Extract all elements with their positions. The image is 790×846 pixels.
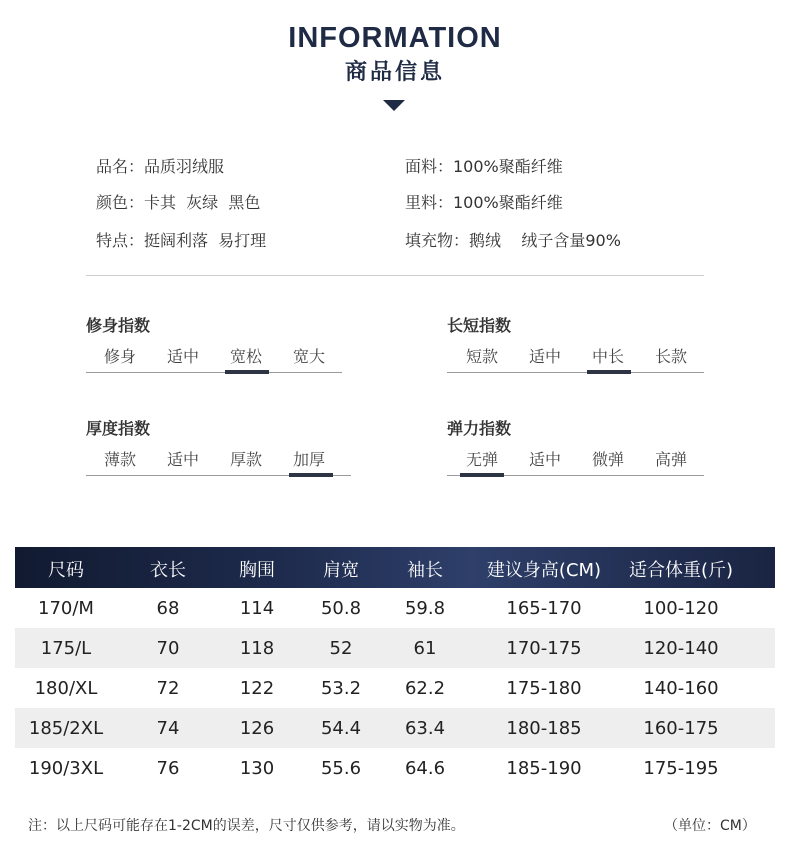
index-scale-line (86, 372, 342, 373)
index-title: 修身指数 (86, 316, 151, 335)
index-title: 厚度指数 (86, 419, 151, 438)
column-header: 衣长 (150, 560, 186, 581)
table-cell: 180/XL (34, 678, 98, 699)
table-cell: 63.4 (404, 718, 446, 739)
table-cell: 62.2 (404, 678, 446, 699)
size-table-header (15, 547, 775, 588)
table-cell: 59.8 (404, 598, 446, 619)
table-cell: 100-120 (643, 598, 719, 619)
table-cell: 53.2 (320, 678, 362, 699)
info-features: 特点：挺阔利落 易打理 (96, 231, 267, 250)
index-option: 中长 (591, 347, 624, 366)
column-header: 尺码 (48, 560, 84, 581)
title-chinese: 商品信息 (344, 60, 445, 85)
measurement-note: 注：以上尺码可能存在1-2CM的误差，尺寸仅供参考，请以实物为准。 (28, 818, 465, 834)
column-header: 胸围 (239, 560, 275, 581)
unit-note: （单位：CM） (664, 818, 756, 834)
table-cell: 180-185 (506, 718, 582, 739)
index-option: 高弹 (654, 450, 687, 469)
table-cell: 130 (239, 758, 275, 779)
index-marker (225, 370, 269, 374)
table-cell: 190/3XL (28, 758, 104, 779)
table-row (15, 748, 775, 788)
index-option: 微弹 (591, 450, 624, 469)
index-option: 加厚 (292, 450, 325, 469)
index-option: 适中 (166, 450, 199, 469)
index-marker (587, 370, 631, 374)
table-cell: 64.6 (404, 758, 446, 779)
index-option: 厚款 (229, 450, 262, 469)
table-cell: 122 (239, 678, 275, 699)
column-header: 肩宽 (323, 560, 359, 581)
table-cell: 55.6 (320, 758, 362, 779)
table-cell: 170/M (38, 598, 94, 619)
table-cell: 50.8 (320, 598, 362, 619)
table-cell: 114 (239, 598, 275, 619)
table-cell: 165-170 (506, 598, 582, 619)
table-cell: 185-190 (506, 758, 582, 779)
table-cell: 140-160 (643, 678, 719, 699)
index-option: 适中 (166, 347, 199, 366)
table-cell: 74 (156, 718, 180, 739)
table-row (15, 708, 775, 748)
index-option: 薄款 (103, 450, 136, 469)
index-option: 适中 (528, 450, 561, 469)
table-cell: 175/L (40, 638, 92, 659)
index-option: 长款 (654, 347, 687, 366)
table-cell: 170-175 (506, 638, 582, 659)
table-cell: 76 (156, 758, 180, 779)
table-row (15, 668, 775, 708)
column-header: 袖长 (407, 560, 443, 581)
info-colors: 颜色：卡其 灰绿 黑色 (96, 193, 261, 212)
column-header: 适合体重(斤) (628, 560, 734, 581)
column-header: 建议身高(CM) (486, 560, 602, 581)
down-triangle-icon (383, 100, 405, 111)
table-cell: 68 (156, 598, 180, 619)
table-cell: 120-140 (643, 638, 719, 659)
index-title: 长短指数 (447, 316, 512, 335)
index-scale-line (447, 372, 704, 373)
info-filling: 填充物：鹅绒 绒子含量90% (405, 231, 621, 250)
table-row (15, 628, 775, 668)
table-cell: 52 (329, 638, 353, 659)
index-option: 短款 (465, 347, 498, 366)
table-cell: 118 (239, 638, 275, 659)
table-row (15, 588, 775, 628)
info-name: 品名：品质羽绒服 (96, 157, 225, 176)
index-marker (289, 473, 333, 477)
section-divider (86, 275, 704, 276)
index-option: 宽松 (229, 347, 262, 366)
info-lining: 里料：100%聚酯纤维 (405, 193, 563, 212)
index-option: 无弹 (465, 450, 498, 469)
table-cell: 175-180 (506, 678, 582, 699)
table-cell: 61 (413, 638, 437, 659)
table-cell: 160-175 (643, 718, 719, 739)
table-cell: 126 (239, 718, 275, 739)
table-cell: 175-195 (643, 758, 719, 779)
info-fabric: 面料：100%聚酯纤维 (405, 157, 563, 176)
title-english: INFORMATION (288, 22, 502, 54)
index-marker (460, 473, 504, 477)
table-cell: 54.4 (320, 718, 362, 739)
table-cell: 72 (156, 678, 180, 699)
index-option: 宽大 (292, 347, 325, 366)
table-cell: 185/2XL (28, 718, 104, 739)
index-option: 修身 (103, 347, 136, 366)
index-title: 弹力指数 (447, 419, 512, 438)
index-option: 适中 (528, 347, 561, 366)
table-cell: 70 (156, 638, 180, 659)
